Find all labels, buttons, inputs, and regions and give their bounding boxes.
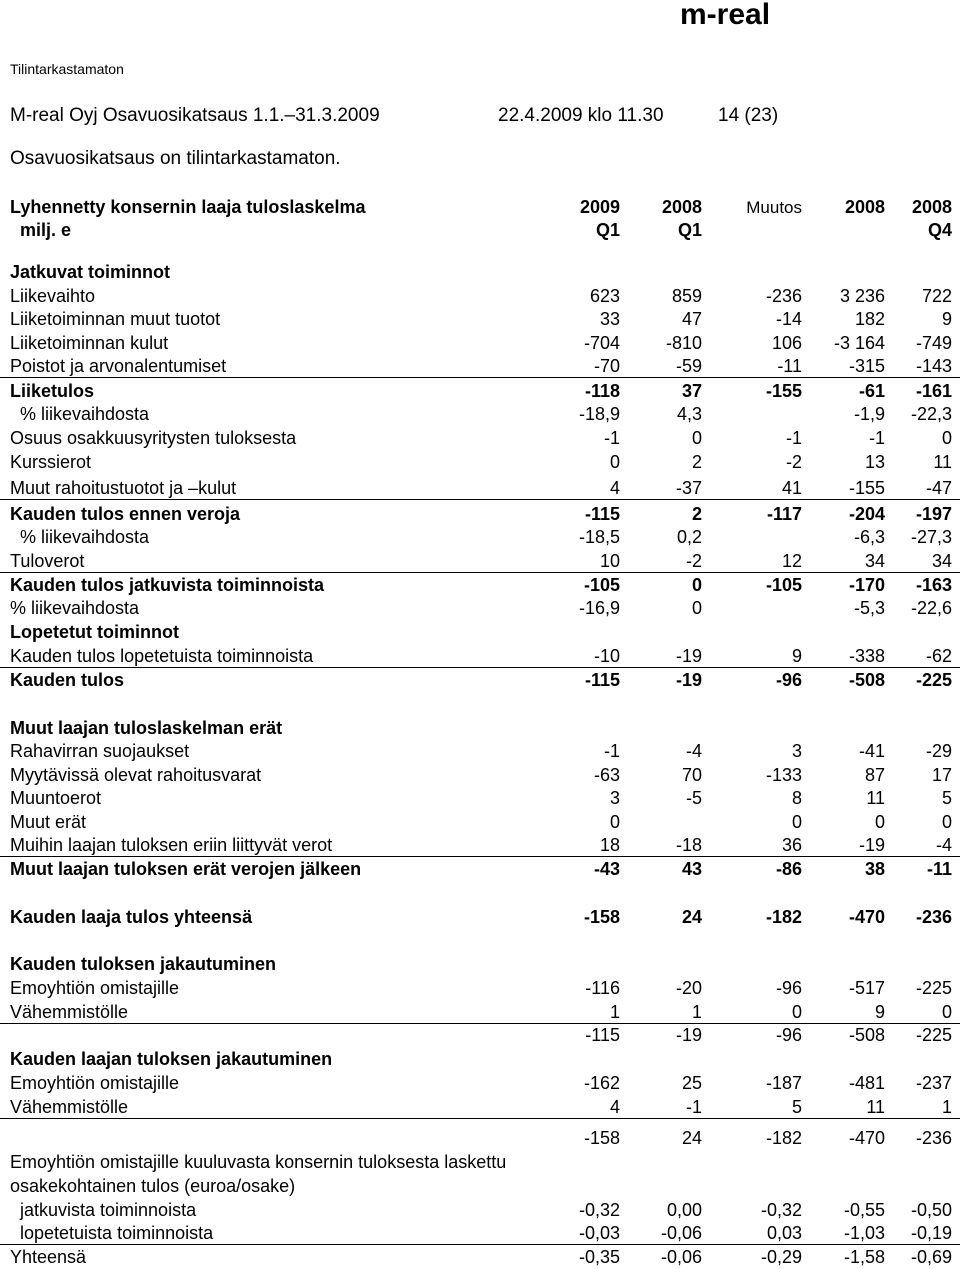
row-value-col-2: -1 bbox=[785, 428, 802, 448]
row-value-col-2: 106 bbox=[771, 333, 802, 353]
row-value-col-4: -236 bbox=[915, 907, 952, 927]
row-value-col-3: -508 bbox=[848, 1025, 885, 1045]
row-value-col-1: 0 bbox=[691, 428, 702, 448]
row-label: Liiketoiminnan muut tuotot bbox=[10, 309, 221, 329]
col-year-1: 2008 bbox=[661, 197, 702, 217]
row-value-col-2: -182 bbox=[765, 907, 802, 927]
table-row bbox=[0, 1175, 960, 1197]
headline-company: M-real Oyj Osavuosikatsaus 1.1.–31.3.2009 bbox=[10, 105, 380, 126]
row-value-col-0: 0 bbox=[609, 452, 620, 472]
row-value-col-3: -61 bbox=[858, 381, 885, 401]
row-value-col-3: -508 bbox=[848, 670, 885, 690]
table-row bbox=[0, 1127, 960, 1149]
table-row bbox=[0, 953, 960, 975]
row-value-col-2: 36 bbox=[781, 835, 802, 855]
row-label: Kauden laajan tuloksen jakautuminen bbox=[10, 1049, 333, 1069]
row-label: Kauden tulos lopetetuista toiminnoista bbox=[10, 646, 314, 666]
row-value-col-4: -0,50 bbox=[910, 1200, 952, 1220]
table-row bbox=[0, 787, 960, 809]
row-value-col-0: -162 bbox=[583, 1073, 620, 1093]
row-value-col-3: 3 236 bbox=[839, 286, 885, 306]
row-value-col-4: -749 bbox=[915, 333, 952, 353]
row-value-col-0: 0 bbox=[609, 812, 620, 832]
row-value-col-2: 0 bbox=[791, 812, 802, 832]
row-value-col-2: -96 bbox=[775, 670, 802, 690]
table-row bbox=[0, 451, 960, 473]
row-value-col-4: 722 bbox=[921, 286, 952, 306]
row-value-col-0: -158 bbox=[583, 907, 620, 927]
table-row bbox=[0, 427, 960, 449]
row-label: Muut laajan tuloslaskelman erät bbox=[10, 718, 283, 738]
row-value-col-4: -22,6 bbox=[910, 598, 952, 618]
row-value-col-1: 2 bbox=[691, 504, 702, 524]
row-value-col-4: -4 bbox=[935, 835, 952, 855]
row-value-col-2: -0,29 bbox=[760, 1247, 802, 1267]
row-value-col-1: -19 bbox=[675, 1025, 702, 1045]
row-value-col-1: -0,06 bbox=[660, 1223, 702, 1243]
row-label: Kauden tuloksen jakautuminen bbox=[10, 954, 277, 974]
row-value-col-1: 0 bbox=[691, 598, 702, 618]
row-label: Muut rahoitustuotot ja –kulut bbox=[10, 478, 237, 498]
row-value-col-2: 12 bbox=[781, 551, 802, 571]
unaudited-notice: Osavuosikatsaus on tilintarkastamaton. bbox=[10, 148, 341, 169]
row-value-col-2: -11 bbox=[777, 356, 802, 376]
row-value-col-3: -204 bbox=[848, 504, 885, 524]
row-value-col-2: -96 bbox=[775, 1025, 802, 1045]
row-value-col-1: 24 bbox=[681, 1128, 702, 1148]
row-value-col-1: -20 bbox=[675, 978, 702, 998]
row-value-col-2: -14 bbox=[775, 309, 802, 329]
table-row bbox=[0, 834, 960, 857]
row-value-col-4: 0 bbox=[941, 812, 952, 832]
row-label: Emoyhtiön omistajille bbox=[10, 978, 180, 998]
row-value-col-1: -0,06 bbox=[660, 1247, 702, 1267]
row-value-col-2: 8 bbox=[791, 788, 802, 808]
table-row bbox=[0, 1151, 960, 1173]
row-label: Kauden tulos ennen veroja bbox=[10, 504, 241, 524]
row-label: osakekohtainen tulos (euroa/osake) bbox=[10, 1176, 296, 1196]
row-value-col-1: -2 bbox=[685, 551, 702, 571]
row-value-col-1: 70 bbox=[681, 765, 702, 785]
row-value-col-1: 859 bbox=[671, 286, 702, 306]
row-value-col-0: -1 bbox=[603, 741, 620, 761]
row-value-col-0: -116 bbox=[585, 978, 620, 998]
row-value-col-3: -1,58 bbox=[843, 1247, 885, 1267]
row-label: Rahavirran suojaukset bbox=[10, 741, 190, 761]
table-row bbox=[0, 503, 960, 525]
row-value-col-0: -115 bbox=[584, 504, 620, 524]
table-row bbox=[0, 717, 960, 739]
table-row bbox=[0, 477, 960, 500]
row-value-col-2: 0,03 bbox=[766, 1223, 802, 1243]
row-value-col-1: -19 bbox=[675, 670, 702, 690]
row-value-col-2: 3 bbox=[791, 741, 802, 761]
table-row bbox=[0, 906, 960, 928]
col-period-4: Q4 bbox=[927, 220, 952, 240]
row-label: Muut laajan tuloksen erät verojen jälkeen bbox=[10, 859, 362, 879]
row-value-col-3: -5,3 bbox=[853, 598, 885, 618]
row-value-col-3: -481 bbox=[848, 1073, 885, 1093]
row-value-col-0: -63 bbox=[593, 765, 620, 785]
row-value-col-2: -0,32 bbox=[760, 1200, 802, 1220]
row-value-col-2: -96 bbox=[775, 978, 802, 998]
row-label: Liikevaihto bbox=[10, 286, 96, 306]
row-value-col-0: -16,9 bbox=[578, 598, 620, 618]
row-value-col-4: -27,3 bbox=[910, 527, 952, 547]
row-value-col-1: -18 bbox=[675, 835, 702, 855]
row-value-col-0: 623 bbox=[589, 286, 620, 306]
row-value-col-1: 1 bbox=[691, 1002, 702, 1022]
table-row bbox=[0, 574, 960, 596]
row-value-col-2: 41 bbox=[781, 478, 802, 498]
row-label: % liikevaihdosta bbox=[20, 527, 150, 547]
table-row bbox=[0, 693, 960, 715]
row-value-col-0: -0,32 bbox=[578, 1200, 620, 1220]
row-label: Vähemmistölle bbox=[10, 1002, 129, 1022]
row-value-col-3: 11 bbox=[866, 788, 885, 808]
row-value-col-4: -236 bbox=[915, 1128, 952, 1148]
row-label: Lopetetut toiminnot bbox=[10, 622, 179, 642]
row-value-col-3: -41 bbox=[858, 741, 885, 761]
row-label: Kauden laaja tulos yhteensä bbox=[10, 907, 253, 927]
row-value-col-1: -37 bbox=[675, 478, 702, 498]
table-row bbox=[0, 1072, 960, 1094]
col-year-3: 2008 bbox=[844, 197, 885, 217]
row-value-col-1: 25 bbox=[681, 1073, 702, 1093]
row-value-col-4: -143 bbox=[915, 356, 952, 376]
col-period-1: Q1 bbox=[677, 220, 702, 240]
row-label: lopetetuista toiminnoista bbox=[20, 1223, 214, 1243]
row-value-col-0: -0,03 bbox=[578, 1223, 620, 1243]
row-value-col-3: -517 bbox=[848, 978, 885, 998]
table-row bbox=[0, 645, 960, 668]
table-row bbox=[0, 261, 960, 283]
row-value-col-3: 11 bbox=[866, 1097, 885, 1117]
row-value-col-3: 182 bbox=[854, 309, 885, 329]
row-value-col-3: -155 bbox=[848, 478, 885, 498]
row-value-col-0: 33 bbox=[599, 309, 620, 329]
row-label: Tuloverot bbox=[10, 551, 85, 571]
row-value-col-3: -1 bbox=[868, 428, 885, 448]
row-value-col-1: 0,2 bbox=[676, 527, 702, 547]
row-label: Osuus osakkuusyritysten tuloksesta bbox=[10, 428, 297, 448]
table-row bbox=[0, 858, 960, 880]
row-label: Yhteensä bbox=[10, 1247, 87, 1267]
row-value-col-4: 1 bbox=[941, 1097, 952, 1117]
row-value-col-4: -225 bbox=[915, 1025, 952, 1045]
row-label: Vähemmistölle bbox=[10, 1097, 129, 1117]
row-value-col-4: 34 bbox=[931, 551, 952, 571]
row-value-col-4: -11 bbox=[926, 859, 952, 879]
table-row bbox=[0, 1246, 960, 1268]
headline-page: 14 (23) bbox=[718, 105, 779, 126]
row-label: Myytävissä olevat rahoitusvarat bbox=[10, 765, 262, 785]
row-label: Muihin laajan tuloksen eriin liittyvät verot bbox=[10, 835, 333, 855]
row-value-col-0: 4 bbox=[609, 478, 620, 498]
row-value-col-1: -19 bbox=[675, 646, 702, 666]
row-value-col-0: -115 bbox=[585, 1025, 620, 1045]
row-value-col-3: 9 bbox=[874, 1002, 885, 1022]
row-value-col-4: 0 bbox=[941, 1002, 952, 1022]
row-value-col-0: -10 bbox=[593, 646, 620, 666]
logo-text: m-real bbox=[680, 0, 771, 28]
row-value-col-0: 4 bbox=[609, 1097, 620, 1117]
row-value-col-0: -704 bbox=[583, 333, 620, 353]
table-row bbox=[0, 403, 960, 425]
table-row bbox=[0, 764, 960, 786]
row-value-col-4: -0,19 bbox=[910, 1223, 952, 1243]
table-row bbox=[0, 1048, 960, 1070]
row-value-col-4: -225 bbox=[915, 978, 952, 998]
col-year-0: 2009 bbox=[579, 197, 620, 217]
row-value-col-2: -187 bbox=[765, 1073, 802, 1093]
row-value-col-0: 3 bbox=[609, 788, 620, 808]
row-label: % liikevaihdosta bbox=[20, 404, 150, 424]
row-value-col-3: -338 bbox=[848, 646, 885, 666]
row-value-col-4: 9 bbox=[941, 309, 952, 329]
row-label: Muut erät bbox=[10, 812, 87, 832]
row-value-col-3: 87 bbox=[864, 765, 885, 785]
row-value-col-1: 4,3 bbox=[676, 404, 702, 424]
row-value-col-0: -43 bbox=[593, 859, 620, 879]
row-value-col-0: 1 bbox=[609, 1002, 620, 1022]
row-value-col-2: -117 bbox=[766, 504, 802, 524]
row-value-col-3: 13 bbox=[864, 452, 885, 472]
table-row bbox=[0, 621, 960, 643]
row-value-col-4: -22,3 bbox=[910, 404, 952, 424]
row-value-col-2: -182 bbox=[765, 1128, 802, 1148]
row-value-col-2: 9 bbox=[791, 646, 802, 666]
row-label: Liiketulos bbox=[10, 381, 95, 401]
row-value-col-0: -158 bbox=[583, 1128, 620, 1148]
table-row bbox=[0, 285, 960, 307]
table-row bbox=[0, 355, 960, 378]
table-row bbox=[0, 1199, 960, 1221]
unaudited-label: Tilintarkastamaton bbox=[10, 61, 124, 77]
row-value-col-4: 5 bbox=[941, 788, 952, 808]
row-value-col-2: -86 bbox=[775, 859, 802, 879]
table-row bbox=[0, 1001, 960, 1024]
col-period-0: Q1 bbox=[595, 220, 620, 240]
headline-datetime: 22.4.2009 klo 11.30 bbox=[498, 105, 664, 126]
row-value-col-2: -236 bbox=[765, 286, 802, 306]
row-value-col-4: -225 bbox=[915, 670, 952, 690]
row-value-col-2: -133 bbox=[765, 765, 802, 785]
row-value-col-0: -18,9 bbox=[578, 404, 620, 424]
row-value-col-1: 0 bbox=[691, 575, 702, 595]
table-row bbox=[0, 526, 960, 548]
row-value-col-4: -163 bbox=[915, 575, 952, 595]
row-value-col-1: 47 bbox=[681, 309, 702, 329]
row-value-col-2: -155 bbox=[765, 381, 802, 401]
table-row bbox=[0, 597, 960, 619]
table-row bbox=[0, 308, 960, 330]
row-value-col-4: -237 bbox=[915, 1073, 952, 1093]
table-row bbox=[0, 669, 960, 691]
row-value-col-1: 43 bbox=[681, 859, 702, 879]
row-value-col-3: -470 bbox=[848, 1128, 885, 1148]
row-value-col-0: -0,35 bbox=[578, 1247, 620, 1267]
row-value-col-3: -19 bbox=[858, 835, 885, 855]
row-value-col-1: 0,00 bbox=[666, 1200, 702, 1220]
row-value-col-1: -59 bbox=[675, 356, 702, 376]
row-value-col-3: -315 bbox=[848, 356, 885, 376]
row-value-col-4: 17 bbox=[931, 765, 952, 785]
row-value-col-3: 38 bbox=[864, 859, 885, 879]
table-title: Lyhennetty konsernin laaja tuloslaskelma bbox=[10, 197, 366, 217]
row-value-col-0: 18 bbox=[599, 835, 620, 855]
row-label: Kauden tulos bbox=[10, 670, 125, 690]
table-row bbox=[0, 550, 960, 573]
table-row bbox=[0, 977, 960, 999]
table-row bbox=[0, 882, 960, 904]
row-value-col-0: -105 bbox=[583, 575, 620, 595]
table-row bbox=[0, 1222, 960, 1245]
row-value-col-3: -1,03 bbox=[843, 1223, 885, 1243]
row-value-col-2: -2 bbox=[785, 452, 802, 472]
row-value-col-3: -6,3 bbox=[853, 527, 885, 547]
row-value-col-1: 37 bbox=[681, 381, 702, 401]
row-value-col-1: -1 bbox=[685, 1097, 702, 1117]
row-value-col-4: -161 bbox=[915, 381, 952, 401]
col-year-2: Muutos bbox=[746, 198, 802, 217]
row-value-col-0: -115 bbox=[584, 670, 620, 690]
row-label: Jatkuvat toiminnot bbox=[10, 262, 171, 282]
row-label: Kauden tulos jatkuvista toiminnoista bbox=[10, 575, 325, 595]
row-value-col-1: 24 bbox=[681, 907, 702, 927]
row-label: Kurssierot bbox=[10, 452, 92, 472]
table-row bbox=[0, 332, 960, 354]
row-value-col-0: -70 bbox=[593, 356, 620, 376]
row-value-col-4: -62 bbox=[925, 646, 952, 666]
row-value-col-3: -1,9 bbox=[853, 404, 885, 424]
row-value-col-1: 2 bbox=[691, 452, 702, 472]
row-label: Liiketoiminnan kulut bbox=[10, 333, 169, 353]
row-label: Poistot ja arvonalentumiset bbox=[10, 356, 227, 376]
row-label: Emoyhtiön omistajille kuuluvasta konsernin tuloksesta laskettu bbox=[10, 1152, 507, 1172]
row-label: jatkuvista toiminnoista bbox=[20, 1200, 197, 1220]
table-row bbox=[0, 740, 960, 762]
row-label: Muuntoerot bbox=[10, 788, 102, 808]
row-value-col-2: 0 bbox=[791, 1002, 802, 1022]
row-value-col-3: -170 bbox=[848, 575, 885, 595]
row-label: Emoyhtiön omistajille bbox=[10, 1073, 180, 1093]
row-value-col-0: 10 bbox=[599, 551, 620, 571]
row-value-col-3: -470 bbox=[848, 907, 885, 927]
row-label: % liikevaihdosta bbox=[10, 598, 140, 618]
table-unit: milj. e bbox=[20, 220, 72, 240]
table-row bbox=[0, 930, 960, 952]
row-value-col-4: -0,69 bbox=[910, 1247, 952, 1267]
row-value-col-1: -5 bbox=[685, 788, 702, 808]
row-value-col-2: -105 bbox=[765, 575, 802, 595]
row-value-col-0: -1 bbox=[603, 428, 620, 448]
row-value-col-4: -197 bbox=[915, 504, 952, 524]
row-value-col-0: -118 bbox=[584, 381, 620, 401]
table-row bbox=[0, 1096, 960, 1119]
row-value-col-3: 0 bbox=[874, 812, 885, 832]
row-value-col-1: -810 bbox=[665, 333, 702, 353]
row-value-col-4: 0 bbox=[941, 428, 952, 448]
table-row bbox=[0, 1024, 960, 1046]
row-value-col-1: -4 bbox=[685, 741, 702, 761]
row-value-col-4: -29 bbox=[925, 741, 952, 761]
row-value-col-2: 5 bbox=[791, 1097, 802, 1117]
table-row bbox=[0, 811, 960, 833]
row-value-col-4: -47 bbox=[925, 478, 952, 498]
row-value-col-0: -18,5 bbox=[578, 527, 620, 547]
table-row bbox=[0, 380, 960, 402]
col-year-4: 2008 bbox=[911, 197, 952, 217]
row-value-col-4: 11 bbox=[933, 452, 952, 472]
row-value-col-3: -0,55 bbox=[843, 1200, 885, 1220]
row-value-col-3: -3 164 bbox=[833, 333, 885, 353]
row-value-col-3: 34 bbox=[864, 551, 885, 571]
